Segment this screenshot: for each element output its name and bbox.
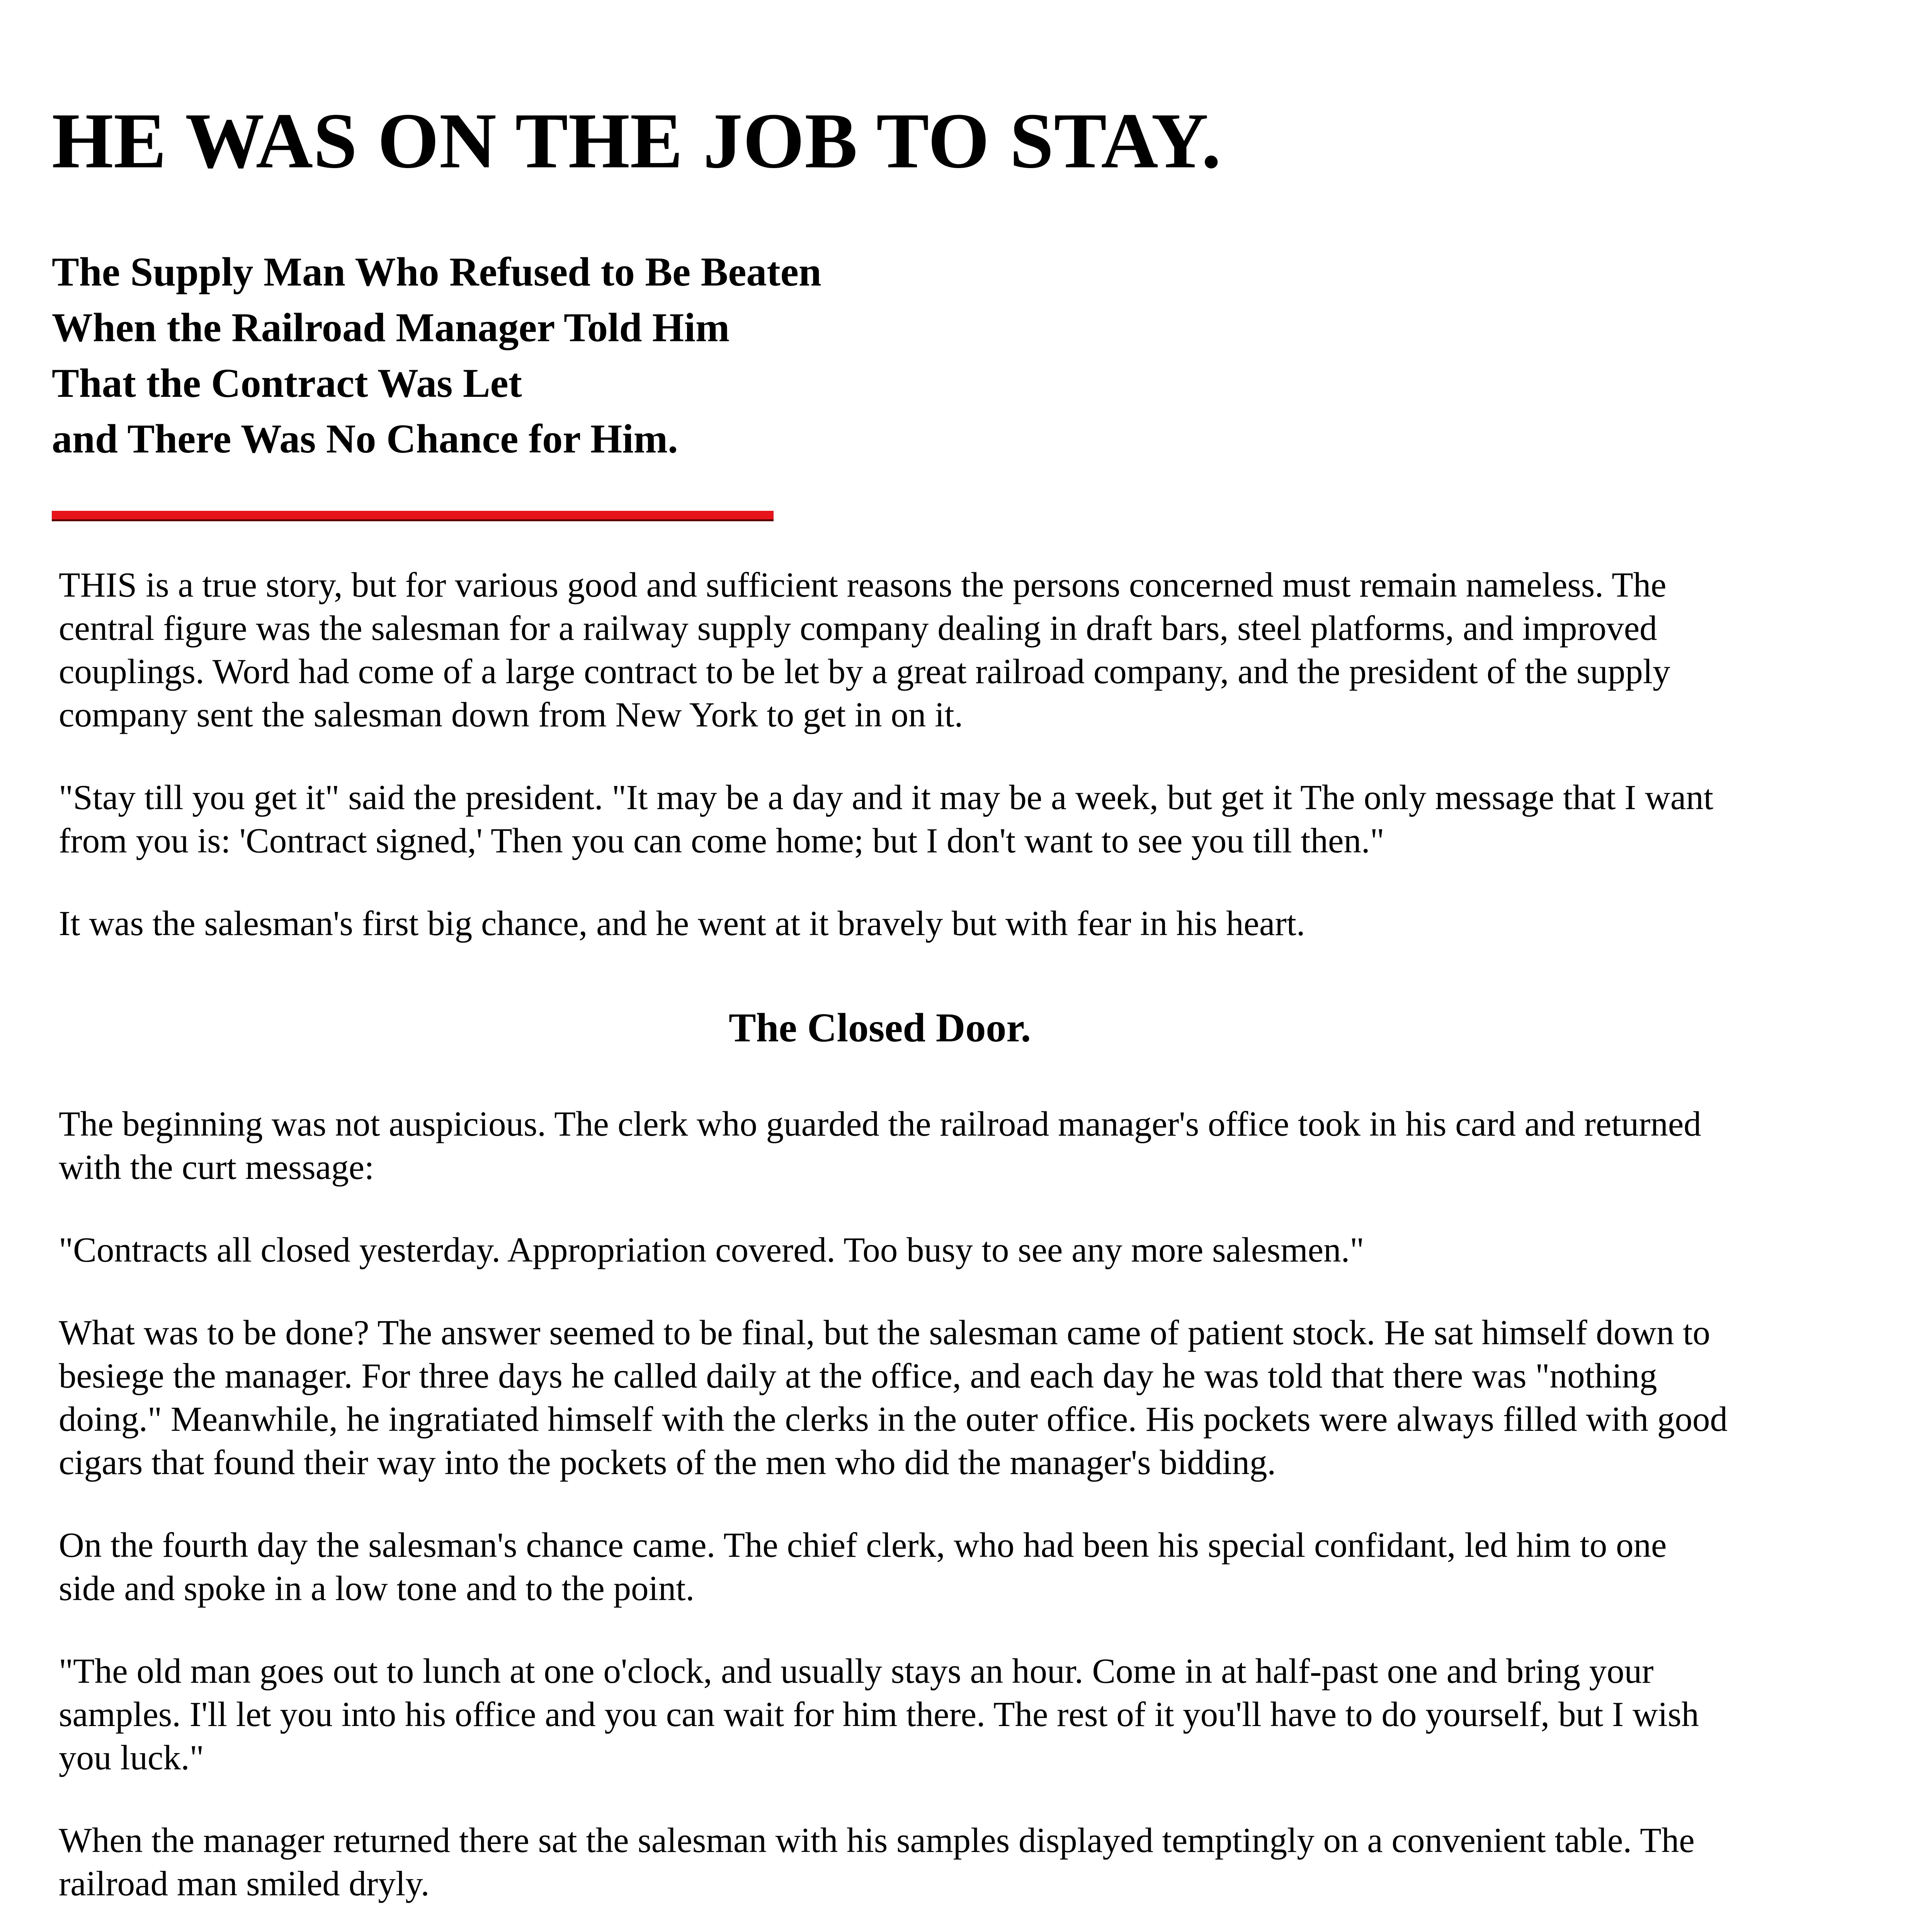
body-paragraph: On the fourth day the salesman's chance came. The chief clerk, who had been his special confidant, led him to one side and spoke in a low tone and to the point. <box>59 1526 1667 1608</box>
subtitle-line: That the Contract Was Let <box>52 361 522 406</box>
article-body <box>59 563 1728 1932</box>
body-paragraph: What was to be done? The answer seemed to be final, but the salesman came of patient stock. He sat himself down to besiege the manager. For three days he called daily at the office, and each day he was told that there was "nothing doing." Meanwhile, he ingratiated himself with the clerks in the outer office. His pockets were always filled with good cigars that found their way into the pockets of the men who did the manager's bidding. <box>59 1313 1728 1482</box>
body-paragraph: "Stay till you get it" said the president. "It may be a day and it may be a week, but get it The only message that I want from you is: 'Contract signed,' Then you can come home; but I don't want to see you till then." <box>59 778 1714 860</box>
body-paragraph: "Contracts all closed yesterday. Appropriation covered. Too busy to see any more salesmen." <box>59 1230 1364 1270</box>
red-divider-rule <box>52 511 774 519</box>
article-subtitle <box>52 244 821 467</box>
body-paragraph: When the manager returned there sat the salesman with his samples displayed temptingly on a convenient table. The railroad man smiled dryly. <box>59 1821 1695 1903</box>
section-heading: The Closed Door. <box>728 1005 1031 1050</box>
subtitle-line: and There Was No Chance for Him. <box>52 416 678 461</box>
body-paragraph: THIS is a true story, but for various good and sufficient reasons the persons concerned must remain nameless. The central figure was the salesman for a railway supply company dealing in draft bars, steel platforms, and improved couplings. Word had come of a large contract to be let by a great railroad company, and the president of the supply company sent the salesman down from New York to get in on it. <box>59 565 1670 734</box>
body-paragraph: The beginning was not auspicious. The clerk who guarded the railroad manager's office took in his card and returned with the curt message: <box>59 1104 1701 1187</box>
body-paragraph: "The old man goes out to lunch at one o'clock, and usually stays an hour. Come in at half-past one and bring your samples. I'll let you into his office and you can wait for him there. The rest of it you'll have to do yourself, but I wish you luck." <box>59 1651 1699 1777</box>
body-paragraph: It was the salesman's first big chance, and he went at it bravely but with fear in his heart. <box>59 904 1305 943</box>
article-title: HE WAS ON THE JOB TO STAY. <box>52 97 1221 185</box>
subtitle-line: The Supply Man Who Refused to Be Beaten <box>52 249 821 294</box>
subtitle-line: When the Railroad Manager Told Him <box>52 305 730 350</box>
